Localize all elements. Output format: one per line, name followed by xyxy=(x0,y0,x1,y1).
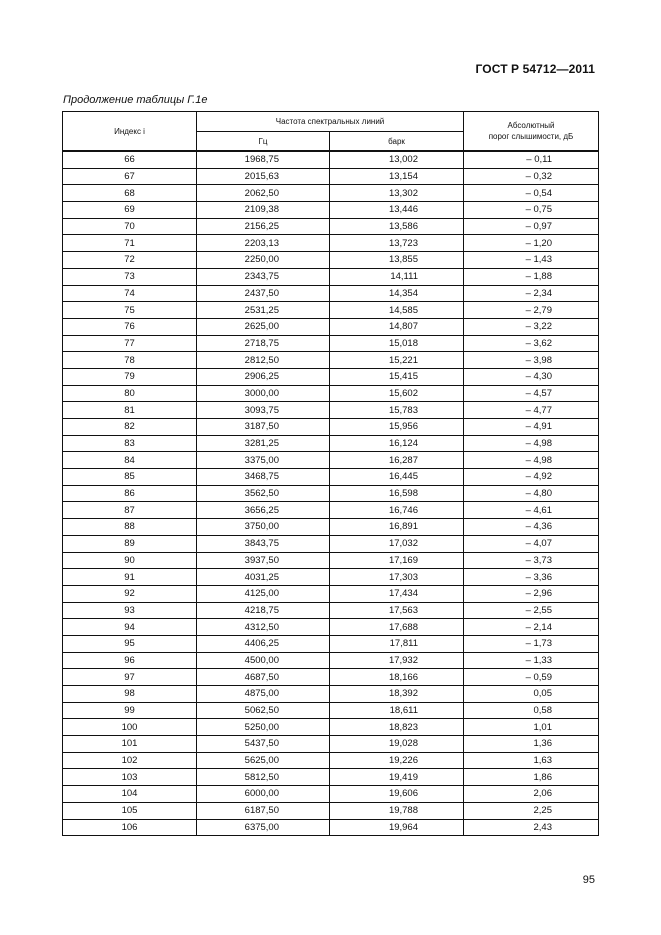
cell-frequency-bark: 15,018 xyxy=(330,335,464,352)
table-row xyxy=(63,185,599,202)
data-table xyxy=(62,111,599,836)
table-row xyxy=(63,268,599,285)
cell-threshold: – 2,14 xyxy=(464,619,599,636)
cell-frequency-hz: 4406,25 xyxy=(197,635,330,652)
cell-frequency-hz: 6375,00 xyxy=(197,819,330,836)
cell-frequency-bark: 17,563 xyxy=(330,602,464,619)
cell-threshold: – 0,54 xyxy=(464,185,599,202)
cell-index: 83 xyxy=(63,435,197,452)
table-row xyxy=(63,802,599,819)
cell-threshold: – 4,80 xyxy=(464,485,599,502)
cell-index: 66 xyxy=(63,151,197,168)
cell-frequency-hz: 6187,50 xyxy=(197,802,330,819)
table-row xyxy=(63,819,599,836)
cell-threshold: – 1,73 xyxy=(464,635,599,652)
cell-frequency-bark: 16,445 xyxy=(330,469,464,486)
cell-index: 90 xyxy=(63,552,197,569)
cell-frequency-bark: 17,811 xyxy=(330,635,464,652)
cell-threshold: – 0,97 xyxy=(464,218,599,235)
cell-threshold: – 2,55 xyxy=(464,602,599,619)
cell-index: 91 xyxy=(63,569,197,586)
cell-frequency-hz: 4687,50 xyxy=(197,669,330,686)
cell-frequency-hz: 4312,50 xyxy=(197,619,330,636)
cell-index: 75 xyxy=(63,302,197,319)
cell-frequency-bark: 13,446 xyxy=(330,202,464,219)
cell-threshold: 2,43 xyxy=(464,819,599,836)
cell-threshold: – 0,32 xyxy=(464,168,599,185)
table-row xyxy=(63,519,599,536)
cell-index: 78 xyxy=(63,352,197,369)
table-row xyxy=(63,502,599,519)
cell-frequency-bark: 19,028 xyxy=(330,736,464,753)
header-bark: барк xyxy=(330,132,464,152)
cell-threshold: – 4,61 xyxy=(464,502,599,519)
cell-threshold: – 4,98 xyxy=(464,435,599,452)
cell-frequency-hz: 4500,00 xyxy=(197,652,330,669)
cell-threshold: – 4,92 xyxy=(464,469,599,486)
cell-threshold: – 4,36 xyxy=(464,519,599,536)
cell-frequency-bark: 17,032 xyxy=(330,535,464,552)
cell-frequency-hz: 3187,50 xyxy=(197,419,330,436)
cell-frequency-hz: 2203,13 xyxy=(197,235,330,252)
cell-threshold: 1,63 xyxy=(464,752,599,769)
cell-frequency-hz: 3375,00 xyxy=(197,452,330,469)
cell-threshold: – 1,43 xyxy=(464,252,599,269)
cell-frequency-hz: 4031,25 xyxy=(197,569,330,586)
header-frequency-group: Частота спектральных линий xyxy=(197,112,464,132)
cell-frequency-hz: 2531,25 xyxy=(197,302,330,319)
cell-index: 73 xyxy=(63,268,197,285)
table-row xyxy=(63,686,599,703)
cell-index: 81 xyxy=(63,402,197,419)
cell-frequency-hz: 5812,50 xyxy=(197,769,330,786)
cell-index: 86 xyxy=(63,485,197,502)
cell-threshold: – 3,98 xyxy=(464,352,599,369)
table-row xyxy=(63,552,599,569)
cell-frequency-hz: 2906,25 xyxy=(197,368,330,385)
cell-index: 79 xyxy=(63,368,197,385)
table-row xyxy=(63,736,599,753)
cell-frequency-hz: 5437,50 xyxy=(197,736,330,753)
cell-frequency-bark: 15,602 xyxy=(330,385,464,402)
cell-index: 104 xyxy=(63,786,197,803)
cell-frequency-bark: 14,354 xyxy=(330,285,464,302)
cell-frequency-bark: 15,415 xyxy=(330,368,464,385)
header-threshold xyxy=(464,112,599,152)
cell-index: 100 xyxy=(63,719,197,736)
cell-frequency-hz: 2343,75 xyxy=(197,268,330,285)
cell-frequency-bark: 13,723 xyxy=(330,235,464,252)
header-threshold-line2: порог слышимости, дБ xyxy=(488,132,574,141)
cell-frequency-bark: 19,788 xyxy=(330,802,464,819)
cell-frequency-hz: 5062,50 xyxy=(197,702,330,719)
cell-threshold: – 4,98 xyxy=(464,452,599,469)
cell-frequency-hz: 3468,75 xyxy=(197,469,330,486)
cell-frequency-bark: 13,586 xyxy=(330,218,464,235)
cell-frequency-hz: 2718,75 xyxy=(197,335,330,352)
cell-index: 95 xyxy=(63,635,197,652)
cell-frequency-hz: 2437,50 xyxy=(197,285,330,302)
cell-index: 74 xyxy=(63,285,197,302)
cell-threshold: – 0,75 xyxy=(464,202,599,219)
cell-threshold: – 4,77 xyxy=(464,402,599,419)
cell-frequency-hz: 5625,00 xyxy=(197,752,330,769)
table-row xyxy=(63,368,599,385)
cell-threshold: 1,36 xyxy=(464,736,599,753)
cell-frequency-bark: 13,855 xyxy=(330,252,464,269)
table-row xyxy=(63,385,599,402)
cell-threshold: – 4,30 xyxy=(464,368,599,385)
table-row xyxy=(63,352,599,369)
cell-frequency-hz: 3843,75 xyxy=(197,535,330,552)
cell-threshold: – 4,07 xyxy=(464,535,599,552)
table-row xyxy=(63,151,599,168)
cell-frequency-bark: 17,169 xyxy=(330,552,464,569)
cell-frequency-hz: 5250,00 xyxy=(197,719,330,736)
table-row xyxy=(63,635,599,652)
table-row xyxy=(63,702,599,719)
cell-frequency-hz: 2062,50 xyxy=(197,185,330,202)
header-hz: Гц xyxy=(197,132,330,152)
cell-frequency-bark: 13,154 xyxy=(330,168,464,185)
cell-frequency-hz: 3000,00 xyxy=(197,385,330,402)
cell-index: 103 xyxy=(63,769,197,786)
cell-threshold: – 3,36 xyxy=(464,569,599,586)
cell-frequency-bark: 16,746 xyxy=(330,502,464,519)
table-row xyxy=(63,769,599,786)
table-row xyxy=(63,335,599,352)
cell-threshold: 1,86 xyxy=(464,769,599,786)
cell-frequency-hz: 4125,00 xyxy=(197,585,330,602)
cell-threshold: 0,58 xyxy=(464,702,599,719)
cell-frequency-bark: 17,303 xyxy=(330,569,464,586)
page-number: 95 xyxy=(582,874,595,886)
cell-frequency-bark: 15,956 xyxy=(330,419,464,436)
cell-threshold: – 1,20 xyxy=(464,235,599,252)
cell-index: 93 xyxy=(63,602,197,619)
cell-index: 101 xyxy=(63,736,197,753)
cell-threshold: 1,01 xyxy=(464,719,599,736)
table-row xyxy=(63,469,599,486)
cell-frequency-bark: 17,688 xyxy=(330,619,464,636)
cell-frequency-hz: 1968,75 xyxy=(197,151,330,168)
cell-frequency-bark: 16,287 xyxy=(330,452,464,469)
table-row xyxy=(63,435,599,452)
cell-frequency-hz: 4875,00 xyxy=(197,686,330,703)
cell-index: 82 xyxy=(63,419,197,436)
cell-index: 99 xyxy=(63,702,197,719)
cell-index: 96 xyxy=(63,652,197,669)
cell-index: 76 xyxy=(63,318,197,335)
cell-frequency-bark: 17,434 xyxy=(330,585,464,602)
cell-index: 98 xyxy=(63,686,197,703)
cell-frequency-bark: 13,002 xyxy=(330,151,464,168)
cell-frequency-hz: 2156,25 xyxy=(197,218,330,235)
cell-threshold: 2,06 xyxy=(464,786,599,803)
cell-threshold: – 4,91 xyxy=(464,419,599,436)
cell-index: 92 xyxy=(63,585,197,602)
cell-index: 106 xyxy=(63,819,197,836)
document-code: ГОСТ Р 54712—2011 xyxy=(475,62,595,76)
cell-index: 69 xyxy=(63,202,197,219)
table-row xyxy=(63,786,599,803)
table-row xyxy=(63,669,599,686)
cell-threshold: – 2,34 xyxy=(464,285,599,302)
table-row xyxy=(63,652,599,669)
cell-threshold: – 0,59 xyxy=(464,669,599,686)
cell-threshold: – 3,22 xyxy=(464,318,599,335)
cell-index: 71 xyxy=(63,235,197,252)
table-row xyxy=(63,602,599,619)
table-row xyxy=(63,485,599,502)
cell-frequency-bark: 16,598 xyxy=(330,485,464,502)
table-row xyxy=(63,752,599,769)
cell-index: 67 xyxy=(63,168,197,185)
cell-frequency-bark: 14,585 xyxy=(330,302,464,319)
cell-frequency-bark: 14,111 xyxy=(330,268,464,285)
cell-frequency-bark: 18,166 xyxy=(330,669,464,686)
cell-frequency-hz: 4218,75 xyxy=(197,602,330,619)
cell-frequency-hz: 3656,25 xyxy=(197,502,330,519)
header-index: Индекс i xyxy=(63,112,197,152)
table-row xyxy=(63,318,599,335)
cell-frequency-bark: 18,392 xyxy=(330,686,464,703)
table-row xyxy=(63,202,599,219)
cell-index: 77 xyxy=(63,335,197,352)
table-row xyxy=(63,535,599,552)
cell-frequency-bark: 19,226 xyxy=(330,752,464,769)
cell-frequency-bark: 16,891 xyxy=(330,519,464,536)
table-row xyxy=(63,619,599,636)
cell-frequency-bark: 18,823 xyxy=(330,719,464,736)
cell-threshold: – 2,79 xyxy=(464,302,599,319)
cell-threshold: – 0,11 xyxy=(464,151,599,168)
cell-frequency-hz: 2625,00 xyxy=(197,318,330,335)
table-row xyxy=(63,252,599,269)
cell-index: 85 xyxy=(63,469,197,486)
cell-frequency-hz: 2015,63 xyxy=(197,168,330,185)
cell-index: 102 xyxy=(63,752,197,769)
cell-index: 72 xyxy=(63,252,197,269)
header-threshold-line1: Абсолютный xyxy=(507,121,555,130)
table-row xyxy=(63,452,599,469)
cell-frequency-bark: 18,611 xyxy=(330,702,464,719)
cell-threshold: – 4,57 xyxy=(464,385,599,402)
cell-frequency-bark: 19,606 xyxy=(330,786,464,803)
cell-frequency-hz: 3093,75 xyxy=(197,402,330,419)
cell-frequency-hz: 2250,00 xyxy=(197,252,330,269)
table-row xyxy=(63,585,599,602)
table-row xyxy=(63,719,599,736)
cell-frequency-hz: 2812,50 xyxy=(197,352,330,369)
cell-frequency-bark: 17,932 xyxy=(330,652,464,669)
cell-frequency-hz: 3562,50 xyxy=(197,485,330,502)
cell-frequency-bark: 16,124 xyxy=(330,435,464,452)
cell-threshold: 2,25 xyxy=(464,802,599,819)
cell-index: 87 xyxy=(63,502,197,519)
cell-frequency-bark: 13,302 xyxy=(330,185,464,202)
table-row xyxy=(63,235,599,252)
cell-frequency-bark: 15,221 xyxy=(330,352,464,369)
cell-index: 68 xyxy=(63,185,197,202)
cell-index: 88 xyxy=(63,519,197,536)
cell-index: 70 xyxy=(63,218,197,235)
cell-frequency-bark: 19,964 xyxy=(330,819,464,836)
cell-frequency-hz: 3281,25 xyxy=(197,435,330,452)
cell-frequency-hz: 6000,00 xyxy=(197,786,330,803)
cell-threshold: – 3,62 xyxy=(464,335,599,352)
cell-index: 105 xyxy=(63,802,197,819)
table-row xyxy=(63,218,599,235)
cell-index: 97 xyxy=(63,669,197,686)
cell-threshold: – 1,88 xyxy=(464,268,599,285)
table-row xyxy=(63,419,599,436)
cell-index: 94 xyxy=(63,619,197,636)
cell-frequency-hz: 3937,50 xyxy=(197,552,330,569)
cell-frequency-bark: 14,807 xyxy=(330,318,464,335)
cell-index: 89 xyxy=(63,535,197,552)
cell-frequency-bark: 19,419 xyxy=(330,769,464,786)
cell-threshold: 0,05 xyxy=(464,686,599,703)
cell-index: 84 xyxy=(63,452,197,469)
cell-frequency-hz: 2109,38 xyxy=(197,202,330,219)
cell-threshold: – 1,33 xyxy=(464,652,599,669)
table-row xyxy=(63,168,599,185)
table-body xyxy=(63,151,599,836)
table-row xyxy=(63,285,599,302)
table-row xyxy=(63,569,599,586)
table-row xyxy=(63,302,599,319)
table-row xyxy=(63,402,599,419)
cell-threshold: – 2,96 xyxy=(464,585,599,602)
table-caption: Продолжение таблицы Г.1е xyxy=(63,94,208,106)
cell-frequency-hz: 3750,00 xyxy=(197,519,330,536)
cell-frequency-bark: 15,783 xyxy=(330,402,464,419)
cell-index: 80 xyxy=(63,385,197,402)
cell-threshold: – 3,73 xyxy=(464,552,599,569)
